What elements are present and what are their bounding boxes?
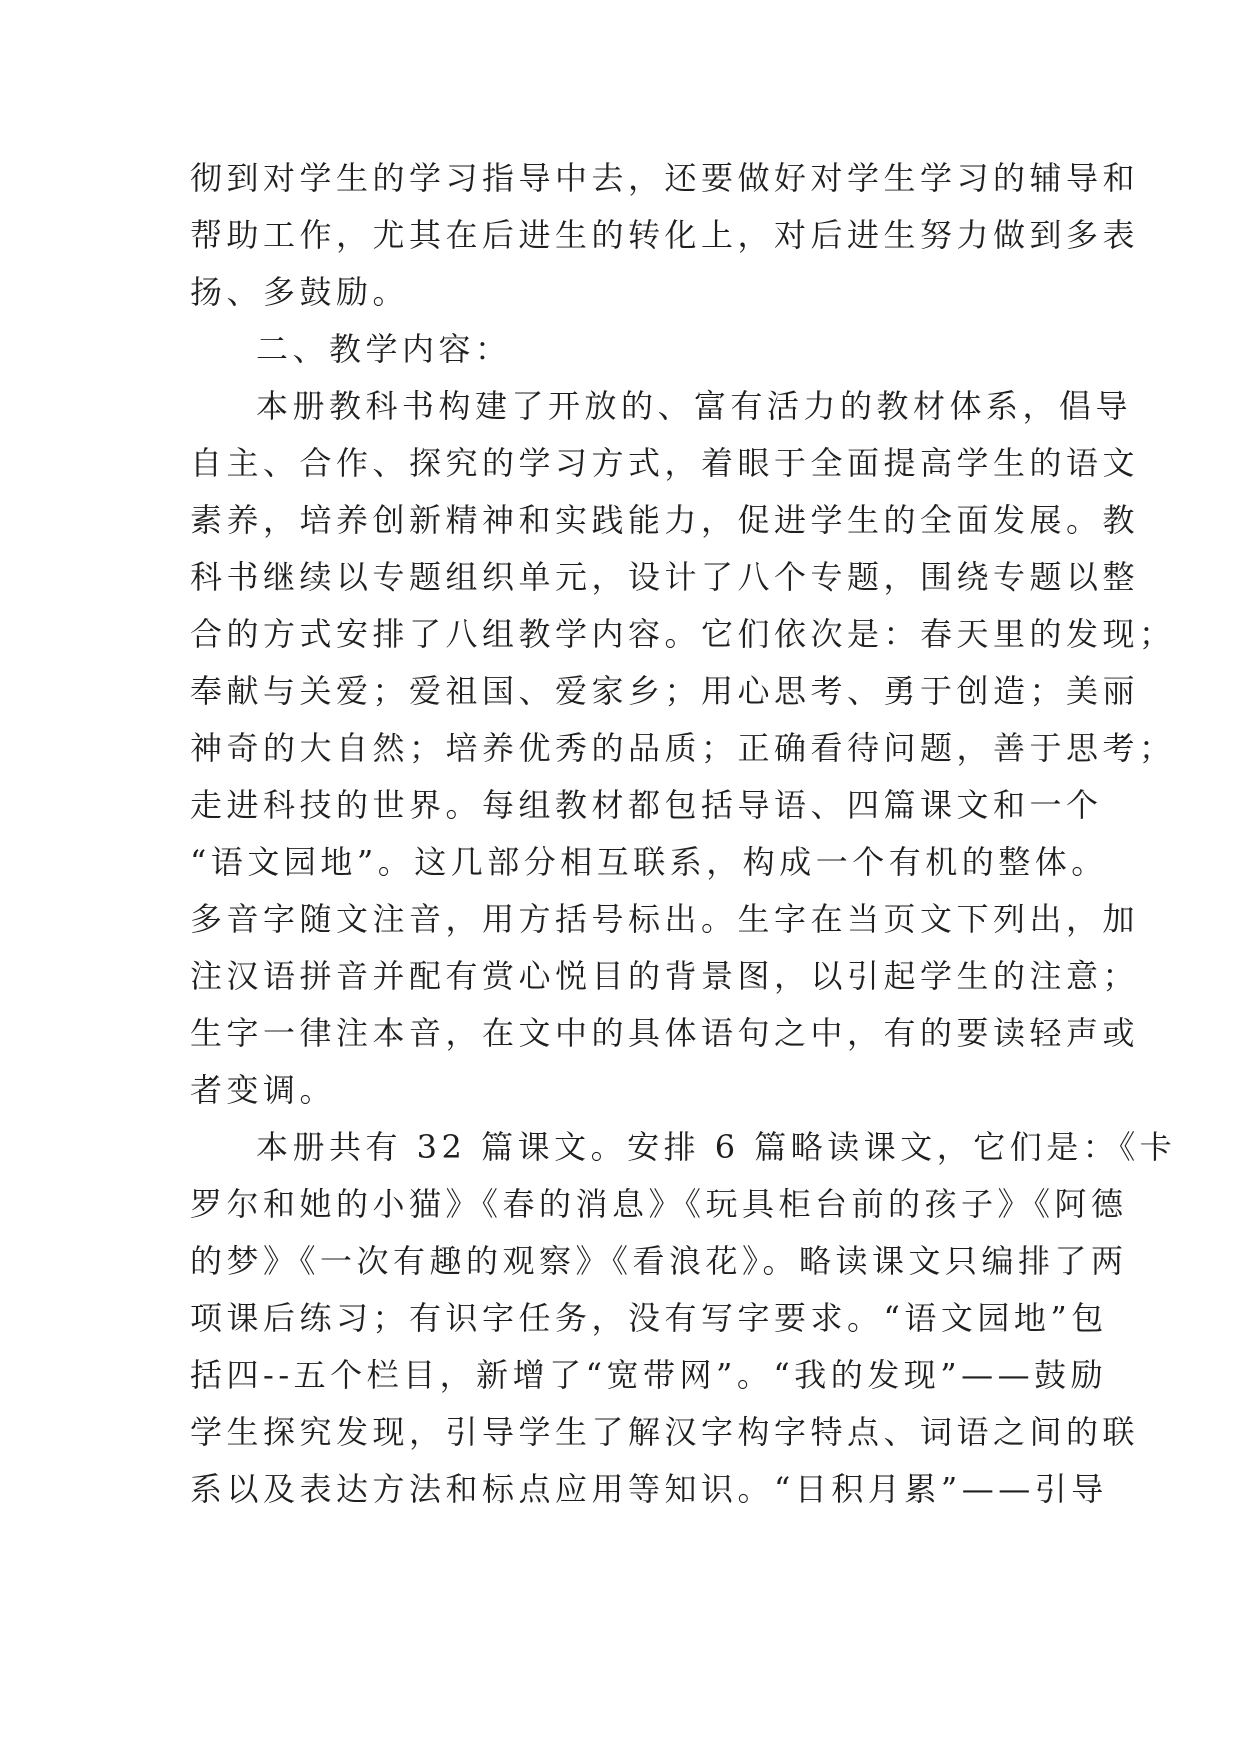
text-line: 合的方式安排了八组教学内容。它们依次是：春天里的发现；	[190, 615, 1176, 653]
text-line: 二、教学内容：	[256, 330, 512, 368]
text-line: 多音字随文注音，用方括号标出。生字在当页文下列出，加	[190, 900, 1140, 938]
text-line: “语文园地”。这几部分相互联系，构成一个有机的整体。	[190, 843, 1108, 881]
text-line: 括四--五个栏目，新增了“宽带网”。“我的发现”——鼓励	[190, 1356, 1108, 1394]
text-line: 的梦》《一次有趣的观察》《看浪花》。略读课文只编排了两	[190, 1242, 1128, 1280]
text-line: 帮助工作，尤其在后进生的转化上，对后进生努力做到多表	[190, 216, 1140, 254]
text-line: 走进科技的世界。每组教材都包括导语、四篇课文和一个	[190, 786, 1103, 824]
document-body	[190, 150, 1177, 1518]
text-line: 神奇的大自然；培养优秀的品质；正确看待问题，善于思考；	[190, 729, 1176, 767]
text-line: 罗尔和她的小猫》《春的消息》《玩具柜台前的孩子》《阿德	[190, 1185, 1128, 1223]
text-line: 注汉语拼音并配有赏心悦目的背景图，以引起学生的注意；	[190, 957, 1140, 995]
text-line: 者变调。	[190, 1071, 337, 1109]
text-line: 扬、多鼓励。	[190, 273, 410, 311]
text-line: 素养，培养创新精神和实践能力，促进学生的全面发展。教	[190, 501, 1140, 539]
text-line: 学生探究发现，引导学生了解汉字构字特点、词语之间的联	[190, 1413, 1140, 1451]
text-line: 自主、合作、探究的学习方式，着眼于全面提高学生的语文	[190, 444, 1140, 482]
text-line: 本册共有 32 篇课文。安排 6 篇略读课文，它们是：《卡	[256, 1128, 1177, 1166]
text-line: 项课后练习；有识字任务，没有写字要求。“语文园地”包	[190, 1299, 1108, 1337]
text-line: 科书继续以专题组织单元，设计了八个专题，围绕专题以整	[190, 558, 1140, 596]
text-line: 本册教科书构建了开放的、富有活力的教材体系，倡导	[256, 387, 1133, 425]
text-line: 系以及表达方法和标点应用等知识。“日积月累”——引导	[190, 1470, 1108, 1508]
text-line: 生字一律注本音，在文中的具体语句之中，有的要读轻声或	[190, 1014, 1140, 1052]
text-line: 奉献与关爱；爱祖国、爱家乡；用心思考、勇于创造；美丽	[190, 672, 1140, 710]
text-line: 彻到对学生的学习指导中去，还要做好对学生学习的辅导和	[190, 159, 1140, 197]
